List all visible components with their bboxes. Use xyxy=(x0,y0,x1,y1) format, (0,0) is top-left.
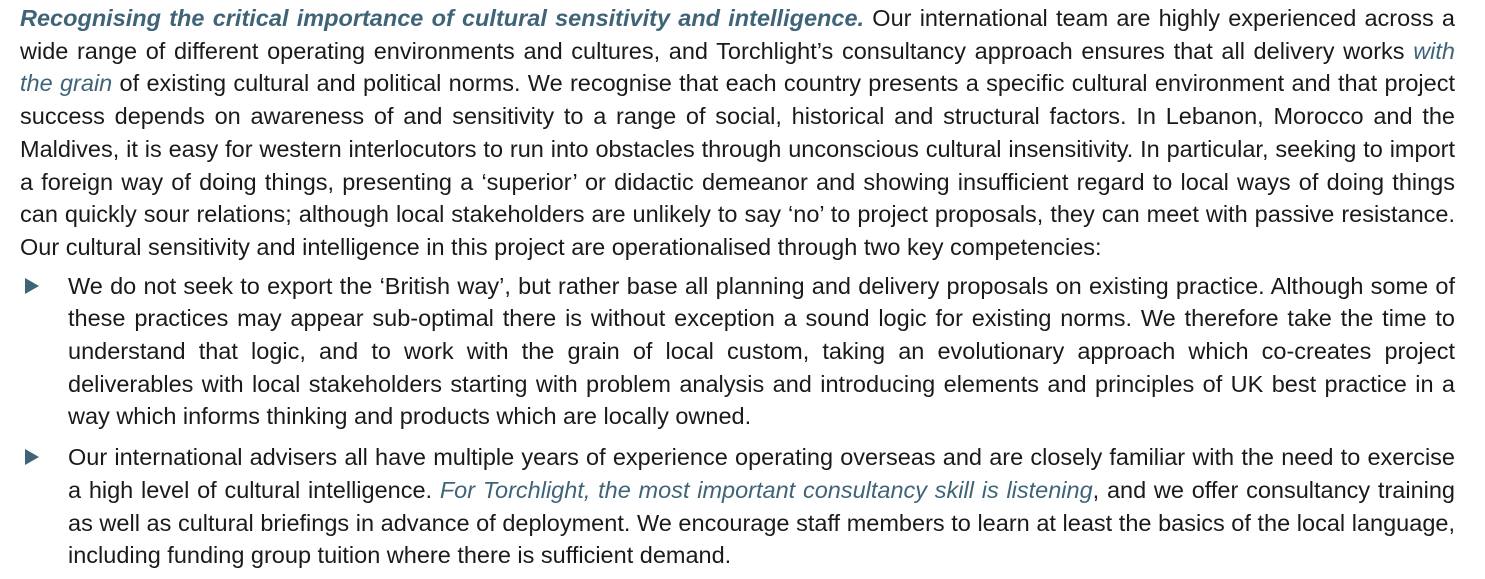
competency-list xyxy=(20,270,1455,572)
paragraph-text-1: Our international team are highly experienced across a wide range of different operating environments and cultures, and Torchlight’s consultancy approach ensures that all delivery works xyxy=(20,5,1455,64)
list-item-text-1: Our international advisers all have multiple years of experience operating overseas and are closely familiar with the need to exercise a high level of cultural intelligence. xyxy=(68,444,1455,503)
triangle-right-icon xyxy=(25,449,39,465)
list-item xyxy=(20,441,1455,572)
list-item xyxy=(20,270,1455,434)
list-item-text-2: , and we offer consultancy training as well as cultural briefings in advance of deployment. We encourage staff members to learn at least the basics of the local language, including funding group tuition where there is sufficient demand. xyxy=(68,476,1455,569)
paragraph-text-2: of existing cultural and political norms. We recognise that each country presents a specific cultural environment and that project success depends on awareness of and sensitivity to a range of social, historical and structural factors. In Lebanon, Morocco and the Maldives, it is easy for western interlocutors to run into obstacles through unconscious cultural insensitivity. In particular, seeking to import a foreign way of doing things, presenting a ‘superior’ or didactic demeanor and showing insufficient regard to local ways of doing things can quickly sour relations; although local stakeholders are unlikely to say ‘no’ to project proposals, they can meet with passive resistance. Our cultural sensitivity and intelligence in this project are operationalised through two key competencies: xyxy=(20,70,1455,260)
triangle-right-icon xyxy=(25,278,39,294)
paragraph-lead-heading: Recognising the critical importance of cultural sensitivity and intelligence. xyxy=(20,5,865,31)
paragraph-emphasis: with the grain xyxy=(20,37,1455,97)
list-item-text: We do not seek to export the ‘British way’, but rather base all planning and delivery proposals on existing practice. Although some of these practices may appear sub-optimal there is without exception a sound logic for existing norms. We therefore take the time to understand that logic, and to work with the grain of local custom, taking an evolutionary approach which co-creates project deliverables with local stakeholders starting with problem analysis and introducing elements and principles of UK best practice in a way which informs thinking and products which are locally owned. xyxy=(68,272,1455,430)
intro-paragraph xyxy=(20,2,1455,264)
list-item-emphasis: For Torchlight, the most important consultancy skill is listening xyxy=(439,476,1093,503)
